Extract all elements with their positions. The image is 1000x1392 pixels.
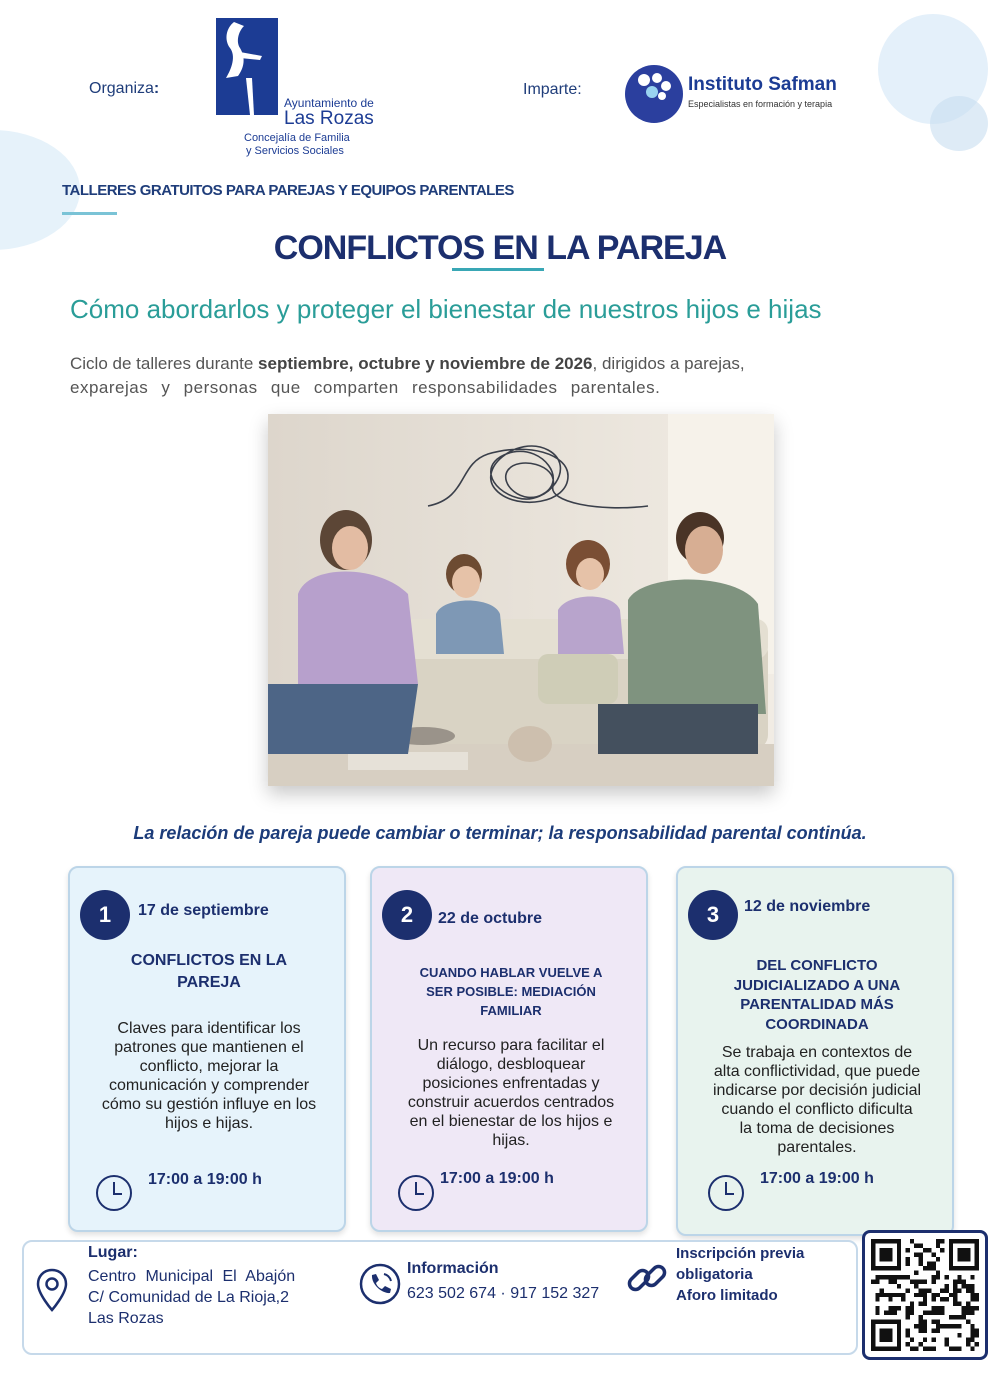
- clock-icon: [94, 1173, 134, 1213]
- session-time: 17:00 a 19:00 h: [760, 1170, 874, 1187]
- session-title: CUANDO HABLAR VUELVE A SER POSIBLE: MEDIACIÓN FAMILIAR: [419, 965, 603, 1018]
- session-number-badge: 3: [688, 890, 738, 940]
- safman-logo-mark: [624, 64, 684, 124]
- session-date: 17 de septiembre: [138, 902, 269, 919]
- session-card-2: [370, 866, 648, 1232]
- page-subtitle: Cómo abordarlos y proteger el bienestar de nuestros hijos e hijas: [70, 294, 822, 324]
- kicker-underline: [62, 212, 117, 215]
- title-underline: [452, 268, 544, 271]
- location-pin-icon: [34, 1266, 70, 1319]
- phone-icon: [358, 1262, 402, 1311]
- rozas-logo-mark: [216, 18, 278, 115]
- session-card-3: [676, 866, 954, 1236]
- rozas-logo-subtitle: Concejalía de Familia y Servicios Sociales: [244, 132, 350, 157]
- qr-code[interactable]: [862, 1230, 988, 1360]
- footer-info-box: [22, 1240, 858, 1355]
- session-description: Un recurso para facilitar el diálogo, desbloquear posiciones enfrentadas y construir acuerdos centrados en el bienestar de los hijos e hijas.: [407, 1037, 615, 1149]
- decorative-circle: [930, 96, 988, 151]
- session-card-1: [68, 866, 346, 1232]
- session-description: Claves para identificar los patrones que mantienen el conflicto, mejorar la comunicación y comprender cómo su gestión influye en los hijos e hijas.: [101, 1020, 317, 1132]
- clock-icon: [706, 1173, 746, 1213]
- tagline: La relación de pareja puede cambiar o terminar; la responsabilidad parental continúa.: [133, 823, 867, 843]
- las-rozas-logo: [204, 18, 394, 166]
- session-date: 22 de octubre: [438, 910, 543, 927]
- session-number-badge: 2: [382, 890, 432, 940]
- link-icon: [624, 1256, 670, 1307]
- session-number-badge: 1: [80, 890, 130, 940]
- session-date: 12 de noviembre: [744, 898, 871, 915]
- registration-info: Inscripción previa obligatoria Aforo limitado: [676, 1245, 805, 1304]
- organiza-label: Organiza:: [89, 80, 160, 97]
- session-description: Se trabaja en contextos de alta conflictividad, que puede indicarse por decisión judicial cuando el conflicto dificulta la toma de decisiones parentales.: [712, 1044, 922, 1156]
- session-title: CONFLICTOS EN LA PAREJA: [130, 952, 288, 991]
- kicker-heading: TALLERES GRATUITOS PARA PAREJAS Y EQUIPOS PARENTALES: [62, 182, 514, 199]
- place-address: Centro Municipal El Abajón C/ Comunidad de La Rioja,2 Las Rozas: [88, 1268, 296, 1327]
- family-conflict-photo: [268, 414, 774, 786]
- safman-logo-name: Instituto Safman: [688, 74, 837, 95]
- place-label: Lugar:: [88, 1244, 138, 1261]
- page-title: CONFLICTOS EN LA PAREJA: [273, 229, 727, 267]
- session-time: 17:00 a 19:00 h: [148, 1171, 262, 1188]
- imparte-label: Imparte:: [523, 81, 582, 98]
- session-title: DEL CONFLICTO JUDICIALIZADO A UNA PARENTALIDAD MÁS COORDINADA: [733, 957, 901, 1033]
- rozas-logo-line1: Ayuntamiento de: [284, 96, 374, 110]
- safman-logo-tagline: Especialistas en formación y terapia: [688, 99, 833, 109]
- info-label: Información: [407, 1260, 499, 1277]
- info-phones: 623 502 674 · 917 152 327: [407, 1285, 600, 1302]
- intro-text-line2: exparejas y personas que comparten responsabilidades parentales.: [70, 378, 661, 397]
- intro-text: Ciclo de talleres durante septiembre, octubre y noviembre de 2026, dirigidos a parejas,: [70, 354, 745, 373]
- rozas-logo-line2: Las Rozas: [284, 108, 374, 129]
- clock-icon: [396, 1173, 436, 1213]
- session-time: 17:00 a 19:00 h: [440, 1170, 554, 1187]
